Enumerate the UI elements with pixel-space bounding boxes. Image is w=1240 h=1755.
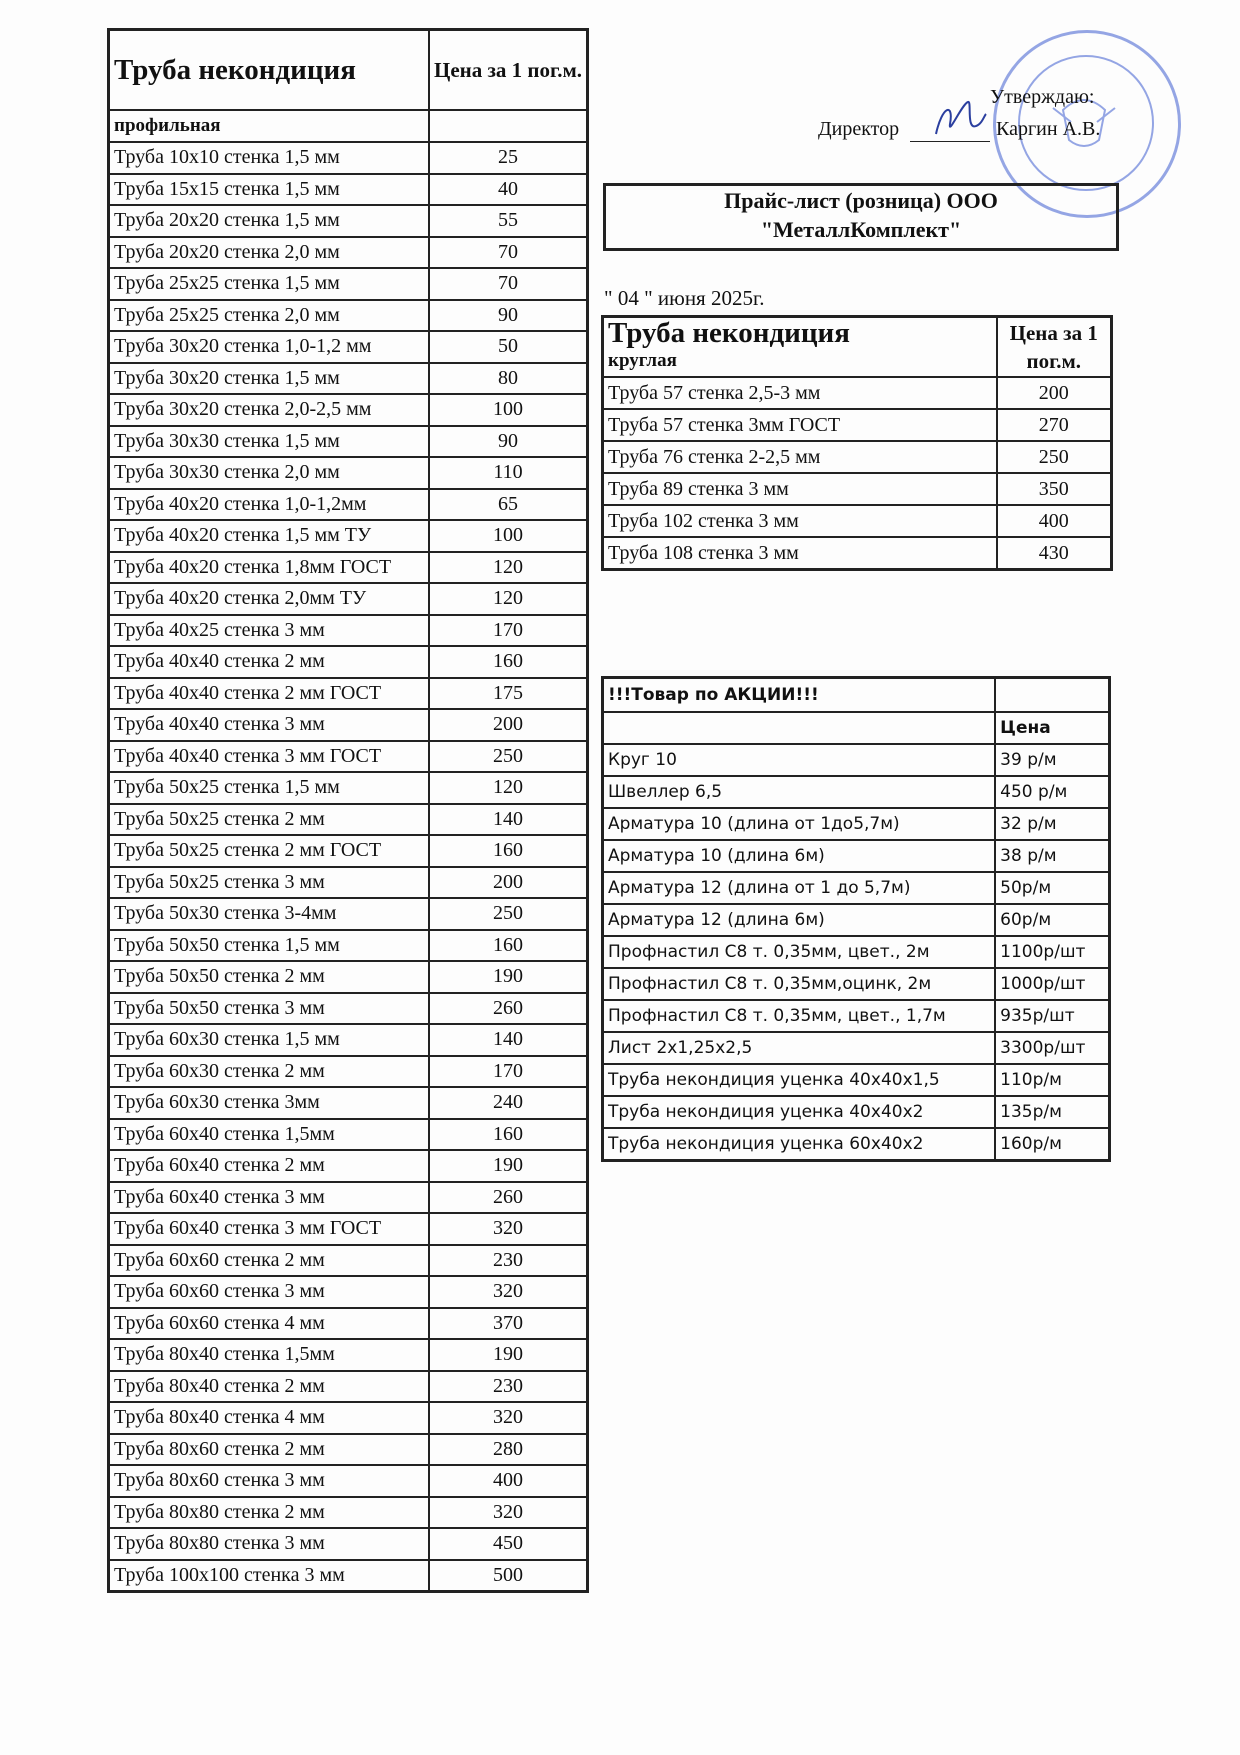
profile-row [109,142,588,174]
profile-row [109,1087,588,1119]
round-item-price: 250 [997,441,1112,473]
profile-item-name: Труба 50х25 стенка 3 мм [109,867,429,899]
profile-row [109,489,588,521]
profile-row [109,1371,588,1403]
profile-item-name: Труба 80х80 стенка 2 мм [109,1497,429,1529]
profile-item-price: 40 [429,174,588,206]
profile-row [109,268,588,300]
profile-item-price: 320 [429,1213,588,1245]
profile-pipe-table [107,28,589,1593]
profile-item-price: 400 [429,1465,588,1497]
round-item-price: 350 [997,473,1112,505]
profile-item-name: Труба 30х20 стенка 2,0-2,5 мм [109,394,429,426]
promo-table-header-row [603,712,1110,744]
promo-row [603,1000,1110,1032]
round-row [603,537,1112,570]
round-row [603,473,1112,505]
profile-item-price: 370 [429,1308,588,1340]
round-row [603,409,1112,441]
profile-row [109,1528,588,1560]
profile-item-price: 120 [429,552,588,584]
profile-item-name: Труба 100х100 стенка 3 мм [109,1560,429,1592]
profile-row [109,961,588,993]
profile-item-price: 230 [429,1245,588,1277]
promo-item-name: Профнастил С8 т. 0,35мм, цвет., 1,7м [603,1000,996,1032]
profile-item-name: Труба 40х25 стенка 3 мм [109,615,429,647]
profile-item-name: Труба 40х40 стенка 2 мм ГОСТ [109,678,429,710]
profile-row [109,552,588,584]
profile-item-name: Труба 50х50 стенка 2 мм [109,961,429,993]
promo-item-name: Арматура 12 (длина 6м) [603,904,996,936]
profile-item-price: 450 [429,1528,588,1560]
profile-row [109,1245,588,1277]
profile-item-price: 200 [429,709,588,741]
profile-row [109,1339,588,1371]
profile-item-price: 25 [429,142,588,174]
profile-row [109,615,588,647]
profile-row [109,583,588,615]
profile-row [109,646,588,678]
profile-item-name: Труба 15х15 стенка 1,5 мм [109,174,429,206]
promo-item-price: 3300р/шт [995,1032,1109,1064]
promo-item-price: 110р/м [995,1064,1109,1096]
profile-item-name: Труба 60х30 стенка 1,5 мм [109,1024,429,1056]
profile-row [109,205,588,237]
profile-item-name: Труба 60х30 стенка 3мм [109,1087,429,1119]
profile-item-price: 110 [429,457,588,489]
promo-item-price: 1100р/шт [995,936,1109,968]
profile-item-name: Труба 60х60 стенка 4 мм [109,1308,429,1340]
round-item-price: 200 [997,377,1112,409]
profile-row [109,1308,588,1340]
profile-row [109,394,588,426]
profile-item-price: 250 [429,898,588,930]
round-row [603,441,1112,473]
profile-item-name: Труба 60х40 стенка 3 мм [109,1182,429,1214]
promo-item-price: 38 р/м [995,840,1109,872]
signature-icon [928,96,988,142]
profile-row [109,1497,588,1529]
promo-item-name: Арматура 10 (длина 6м) [603,840,996,872]
round-item-price: 430 [997,537,1112,570]
promo-item-price: 50р/м [995,872,1109,904]
profile-table-subheader [109,110,588,142]
promo-item-price: 935р/шт [995,1000,1109,1032]
round-row [603,505,1112,537]
promo-item-name: Труба некондиция уценка 40х40х2 [603,1096,996,1128]
round-item-name: Труба 89 стенка 3 мм [603,473,997,505]
profile-pipe-table-body [109,30,588,1592]
profile-row [109,993,588,1025]
profile-row [109,1024,588,1056]
profile-row [109,237,588,269]
profile-item-name: Труба 50х50 стенка 1,5 мм [109,930,429,962]
profile-row [109,1434,588,1466]
profile-item-name: Труба 50х50 стенка 3 мм [109,993,429,1025]
round-item-price: 400 [997,505,1112,537]
profile-row [109,426,588,458]
profile-item-price: 175 [429,678,588,710]
promo-row [603,1032,1110,1064]
profile-item-name: Труба 50х30 стенка 3-4мм [109,898,429,930]
profile-item-name: Труба 60х30 стенка 2 мм [109,1056,429,1088]
profile-item-price: 250 [429,741,588,773]
director-label: Директор [818,118,900,140]
promo-row [603,840,1110,872]
profile-item-name: Труба 40х40 стенка 3 мм ГОСТ [109,741,429,773]
promo-table-title: !!!Товар по АКЦИИ!!! [603,678,996,713]
profile-item-name: Труба 40х20 стенка 1,5 мм ТУ [109,520,429,552]
profile-item-name: Труба 50х25 стенка 1,5 мм [109,772,429,804]
profile-table-header [109,30,588,111]
profile-item-price: 260 [429,993,588,1025]
round-pipe-table [601,315,1113,571]
profile-item-name: Труба 30х20 стенка 1,5 мм [109,363,429,395]
round-table-subtitle: круглая [608,350,677,371]
profile-row [109,1119,588,1151]
profile-item-name: Труба 25х25 стенка 1,5 мм [109,268,429,300]
profile-item-price: 90 [429,300,588,332]
promo-row [603,904,1110,936]
profile-item-price: 160 [429,835,588,867]
profile-item-name: Труба 30х30 стенка 1,5 мм [109,426,429,458]
profile-row [109,1213,588,1245]
profile-table-subheader-empty [429,110,588,142]
profile-item-price: 140 [429,1024,588,1056]
promo-item-price: 160р/м [995,1128,1109,1161]
profile-item-name: Труба 40х40 стенка 2 мм [109,646,429,678]
price-list-date: " 04 " июня 2025г. [604,286,765,310]
profile-item-name: Труба 40х20 стенка 1,8мм ГОСТ [109,552,429,584]
profile-item-name: Труба 80х60 стенка 2 мм [109,1434,429,1466]
profile-item-price: 70 [429,268,588,300]
round-table-title-cell [603,317,997,378]
profile-item-price: 70 [429,237,588,269]
price-list-title-line1: Прайс-лист (розница) ООО [724,188,998,213]
promo-table-price-header: Цена [995,712,1109,744]
profile-item-price: 230 [429,1371,588,1403]
profile-item-name: Труба 80х80 стенка 3 мм [109,1528,429,1560]
profile-item-price: 240 [429,1087,588,1119]
promo-table-title-row [603,678,1110,713]
promo-row [603,872,1110,904]
profile-item-price: 160 [429,646,588,678]
promo-row [603,936,1110,968]
promo-item-price: 39 р/м [995,744,1109,776]
round-item-name: Труба 102 стенка 3 мм [603,505,997,537]
profile-row [109,331,588,363]
round-item-name: Труба 57 стенка 2,5-3 мм [603,377,997,409]
profile-item-price: 190 [429,961,588,993]
profile-item-name: Труба 50х25 стенка 2 мм [109,804,429,836]
profile-row [109,1465,588,1497]
profile-row [109,804,588,836]
profile-row [109,1560,588,1592]
profile-item-name: Труба 40х20 стенка 1,0-1,2мм [109,489,429,521]
round-table-price-header: Цена за 1 пог.м. [997,317,1112,378]
price-list-title [603,183,1119,251]
profile-item-price: 55 [429,205,588,237]
profile-item-price: 65 [429,489,588,521]
promo-item-price: 135р/м [995,1096,1109,1128]
profile-item-price: 190 [429,1339,588,1371]
profile-item-price: 120 [429,772,588,804]
promo-row [603,744,1110,776]
profile-item-price: 80 [429,363,588,395]
promo-header-empty [603,712,996,744]
promo-item-name: Лист 2х1,25х2,5 [603,1032,996,1064]
promo-item-price: 1000р/шт [995,968,1109,1000]
profile-item-name: Труба 60х60 стенка 2 мм [109,1245,429,1277]
profile-item-name: Труба 80х40 стенка 4 мм [109,1402,429,1434]
promo-row [603,1064,1110,1096]
profile-item-price: 160 [429,1119,588,1151]
profile-item-price: 50 [429,331,588,363]
promo-row [603,1128,1110,1161]
round-item-price: 270 [997,409,1112,441]
profile-item-price: 90 [429,426,588,458]
profile-row [109,867,588,899]
round-item-name: Труба 76 стенка 2-2,5 мм [603,441,997,473]
profile-item-name: Труба 50х25 стенка 2 мм ГОСТ [109,835,429,867]
profile-row [109,772,588,804]
profile-item-name: Труба 40х20 стенка 2,0мм ТУ [109,583,429,615]
profile-item-price: 200 [429,867,588,899]
promo-item-price: 32 р/м [995,808,1109,840]
round-item-name: Труба 57 стенка 3мм ГОСТ [603,409,997,441]
profile-row [109,835,588,867]
profile-row [109,898,588,930]
profile-item-price: 260 [429,1182,588,1214]
profile-item-name: Труба 60х40 стенка 2 мм [109,1150,429,1182]
promo-row [603,808,1110,840]
profile-item-price: 160 [429,930,588,962]
profile-item-name: Труба 10х10 стенка 1,5 мм [109,142,429,174]
profile-row [109,741,588,773]
promo-item-name: Профнастил С8 т. 0,35мм,оцинк, 2м [603,968,996,1000]
profile-item-price: 280 [429,1434,588,1466]
promo-item-name: Труба некондиция уценка 40х40х1,5 [603,1064,996,1096]
profile-item-price: 320 [429,1497,588,1529]
profile-item-price: 140 [429,804,588,836]
profile-row [109,1150,588,1182]
approve-label: Утверждаю: [990,86,1095,108]
profile-item-name: Труба 80х60 стенка 3 мм [109,1465,429,1497]
profile-item-price: 100 [429,520,588,552]
promo-title-empty [995,678,1109,713]
profile-item-name: Труба 80х40 стенка 1,5мм [109,1339,429,1371]
promo-item-name: Профнастил С8 т. 0,35мм, цвет., 2м [603,936,996,968]
round-row [603,377,1112,409]
profile-item-price: 500 [429,1560,588,1592]
profile-item-price: 190 [429,1150,588,1182]
profile-row [109,1056,588,1088]
profile-item-price: 170 [429,615,588,647]
profile-item-price: 170 [429,1056,588,1088]
profile-item-price: 320 [429,1276,588,1308]
promo-item-price: 60р/м [995,904,1109,936]
profile-item-price: 120 [429,583,588,615]
profile-table-price-header: Цена за 1 пог.м. [429,30,588,111]
profile-row [109,1402,588,1434]
round-pipe-table-body [603,317,1112,570]
profile-item-name: Труба 60х40 стенка 1,5мм [109,1119,429,1151]
profile-table-subtitle: профильная [109,110,429,142]
promo-item-name: Арматура 12 (длина от 1 до 5,7м) [603,872,996,904]
profile-item-price: 100 [429,394,588,426]
round-table-header [603,317,1112,378]
profile-item-price: 320 [429,1402,588,1434]
profile-row [109,930,588,962]
profile-row [109,1182,588,1214]
profile-table-title: Труба некондиция [109,30,429,111]
profile-item-name: Труба 30х20 стенка 1,0-1,2 мм [109,331,429,363]
promo-row [603,1096,1110,1128]
promo-item-name: Труба некондиция уценка 60х40х2 [603,1128,996,1161]
profile-row [109,363,588,395]
profile-row [109,1276,588,1308]
promo-item-name: Швеллер 6,5 [603,776,996,808]
price-list-title-line2: "МеталлКомплект" [760,217,962,242]
profile-item-name: Труба 30х30 стенка 2,0 мм [109,457,429,489]
profile-item-name: Труба 25х25 стенка 2,0 мм [109,300,429,332]
promo-item-price: 450 р/м [995,776,1109,808]
profile-row [109,709,588,741]
profile-item-name: Труба 40х40 стенка 3 мм [109,709,429,741]
promo-item-name: Круг 10 [603,744,996,776]
profile-item-name: Труба 20х20 стенка 1,5 мм [109,205,429,237]
round-item-name: Труба 108 стенка 3 мм [603,537,997,570]
profile-row [109,300,588,332]
profile-item-name: Труба 80х40 стенка 2 мм [109,1371,429,1403]
profile-item-name: Труба 60х40 стенка 3 мм ГОСТ [109,1213,429,1245]
profile-item-name: Труба 60х60 стенка 3 мм [109,1276,429,1308]
profile-row [109,174,588,206]
promo-table-body [603,678,1110,1161]
profile-row [109,520,588,552]
promo-row [603,776,1110,808]
promo-table [601,676,1111,1162]
director-name: Каргин А.В. [996,118,1101,140]
promo-item-name: Арматура 10 (длина от 1до5,7м) [603,808,996,840]
profile-item-name: Труба 20х20 стенка 2,0 мм [109,237,429,269]
profile-row [109,457,588,489]
promo-row [603,968,1110,1000]
profile-row [109,678,588,710]
round-table-title: Труба некондиция [608,317,850,349]
